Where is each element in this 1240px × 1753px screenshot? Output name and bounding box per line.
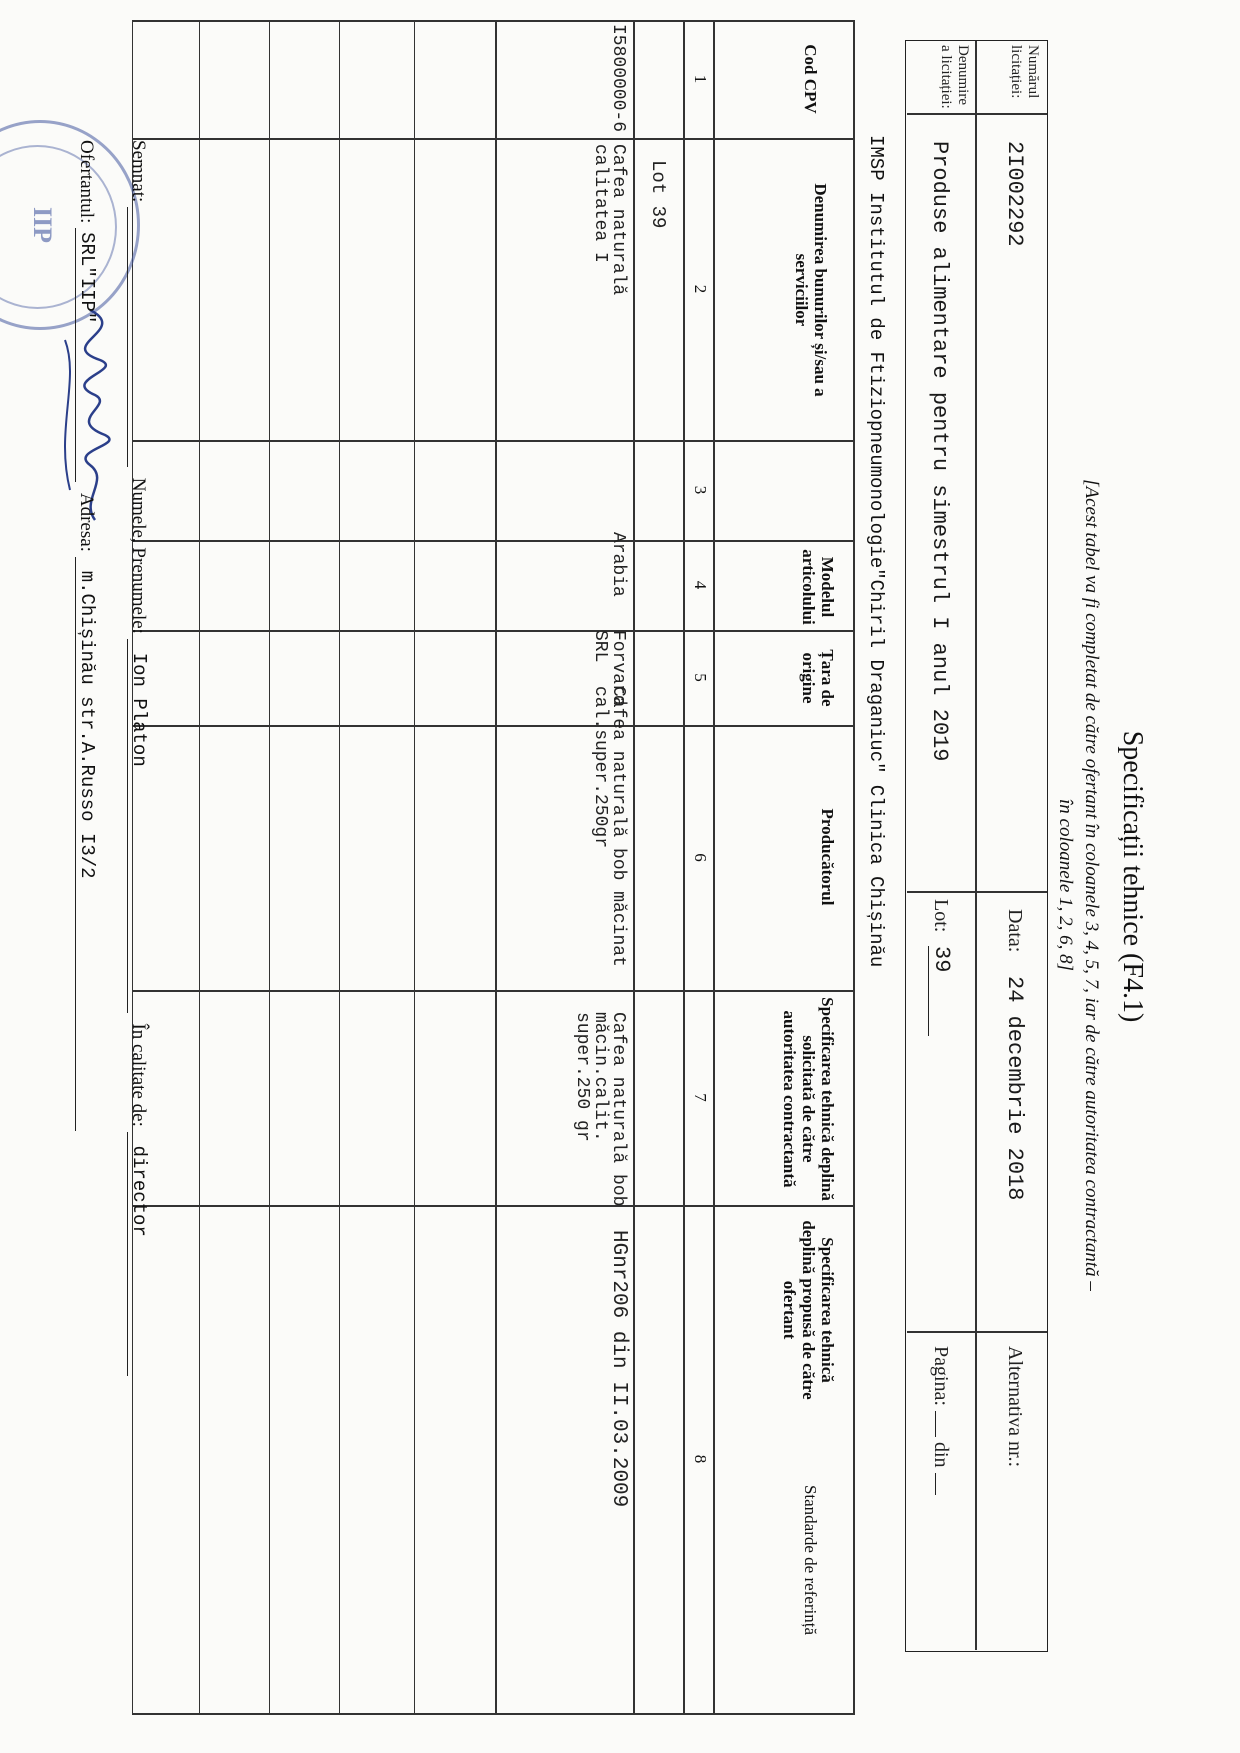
row-goods-name: Cafea naturală calitatea I [590,144,628,296]
bidder-label: Ofertantul: [76,140,97,224]
col-number-5: 5 [691,673,710,682]
date-label: Data: [1004,909,1026,953]
contracting-authority: IMSP Institutul de Ftiziopneumonologie"Chiril Draganiuc" Clinica Chișinău [865,135,887,968]
bidder-value: SRL"IIP" [75,228,98,482]
col-number-6: 6 [691,853,710,862]
tender-name-value: Produse alimentare pentru simestrul I anul 2019 [927,141,952,762]
header-producer: Producătorul [818,808,837,906]
header-goods-name: Denumirea bunurilor și/sau a serviciilor [792,183,830,397]
lot-value: 39 [928,946,954,1036]
page-title: Specificații tehnice (F4.1) [1117,730,1148,1023]
tender-header-box [905,40,1048,1652]
row-offered-spec: Cafea naturală bob măcin.calit. super.250 gr [572,1012,628,1207]
tender-number-value: 2I002292 [1002,141,1027,247]
capacity-value: director [127,1132,150,1376]
capacity-label: În calitate de: [128,1023,149,1127]
lot-row-label: Lot 39 [647,160,669,229]
name-value: Ion Platon [127,639,150,1013]
lot-label: Lot: [930,899,952,933]
name-label: Numele, Prenumele: [128,477,149,634]
row-cpv-code: I5800000-6 [608,24,628,133]
row-producer: Forvard SRL [590,630,628,706]
page-of-field [930,1346,952,1495]
row-reference-standards: HGnr206 din II.03.2009 [607,1230,630,1508]
header-origin-country: Țara de origine [799,649,837,707]
alternative-label: Alternativa nr.: [1004,1346,1026,1468]
address-value: m.Chișinău str.A.Russo I3/2 [75,557,98,1131]
instructions-note-line2: în coloanele 1, 2, 6, 8] [1055,798,1076,972]
header-reference-standards: Standarde de referință [801,1484,820,1636]
header-offered-spec: Specificarea tehnică deplină propusă de către ofertant [780,1220,837,1400]
stamp-text: IIP [28,206,57,244]
technical-specs-table [30,20,855,1715]
page-of-label: din [930,1442,952,1468]
row-origin: Arabia [608,532,628,597]
col-number-7: 7 [691,1093,710,1102]
col-number-2: 2 [691,284,710,294]
date-value: 24 decembrie 2018 [1002,976,1027,1201]
tender-number-label: Numărul licitației: [1008,45,1041,99]
col-number-4: 4 [691,580,710,590]
header-model: Modelul articolului [799,549,837,625]
row-requested-spec: Cafea naturală bob măcinat cal.super.250gr [590,686,628,967]
address-label: Adresa: [76,492,97,552]
col-number-8: 8 [691,1454,710,1464]
header-cpv-code: Cod CPV [801,44,820,114]
tender-name-label: Denumire a licitației: [938,45,971,109]
page-label: Pagina: [930,1346,952,1406]
header-requested-spec: Specificarea tehnică deplină solicitată de către autoritatea contractantă [780,997,837,1201]
instructions-note-line1: [Acest tabel va fi completat de către ofertant în coloanele 3, 4, 5, 7, iar de către autoritatea contractantă – [1081,479,1102,1291]
col-number-3: 3 [691,485,710,495]
signed-label: Semnat: [128,140,149,203]
col-number-1: 1 [691,74,710,84]
